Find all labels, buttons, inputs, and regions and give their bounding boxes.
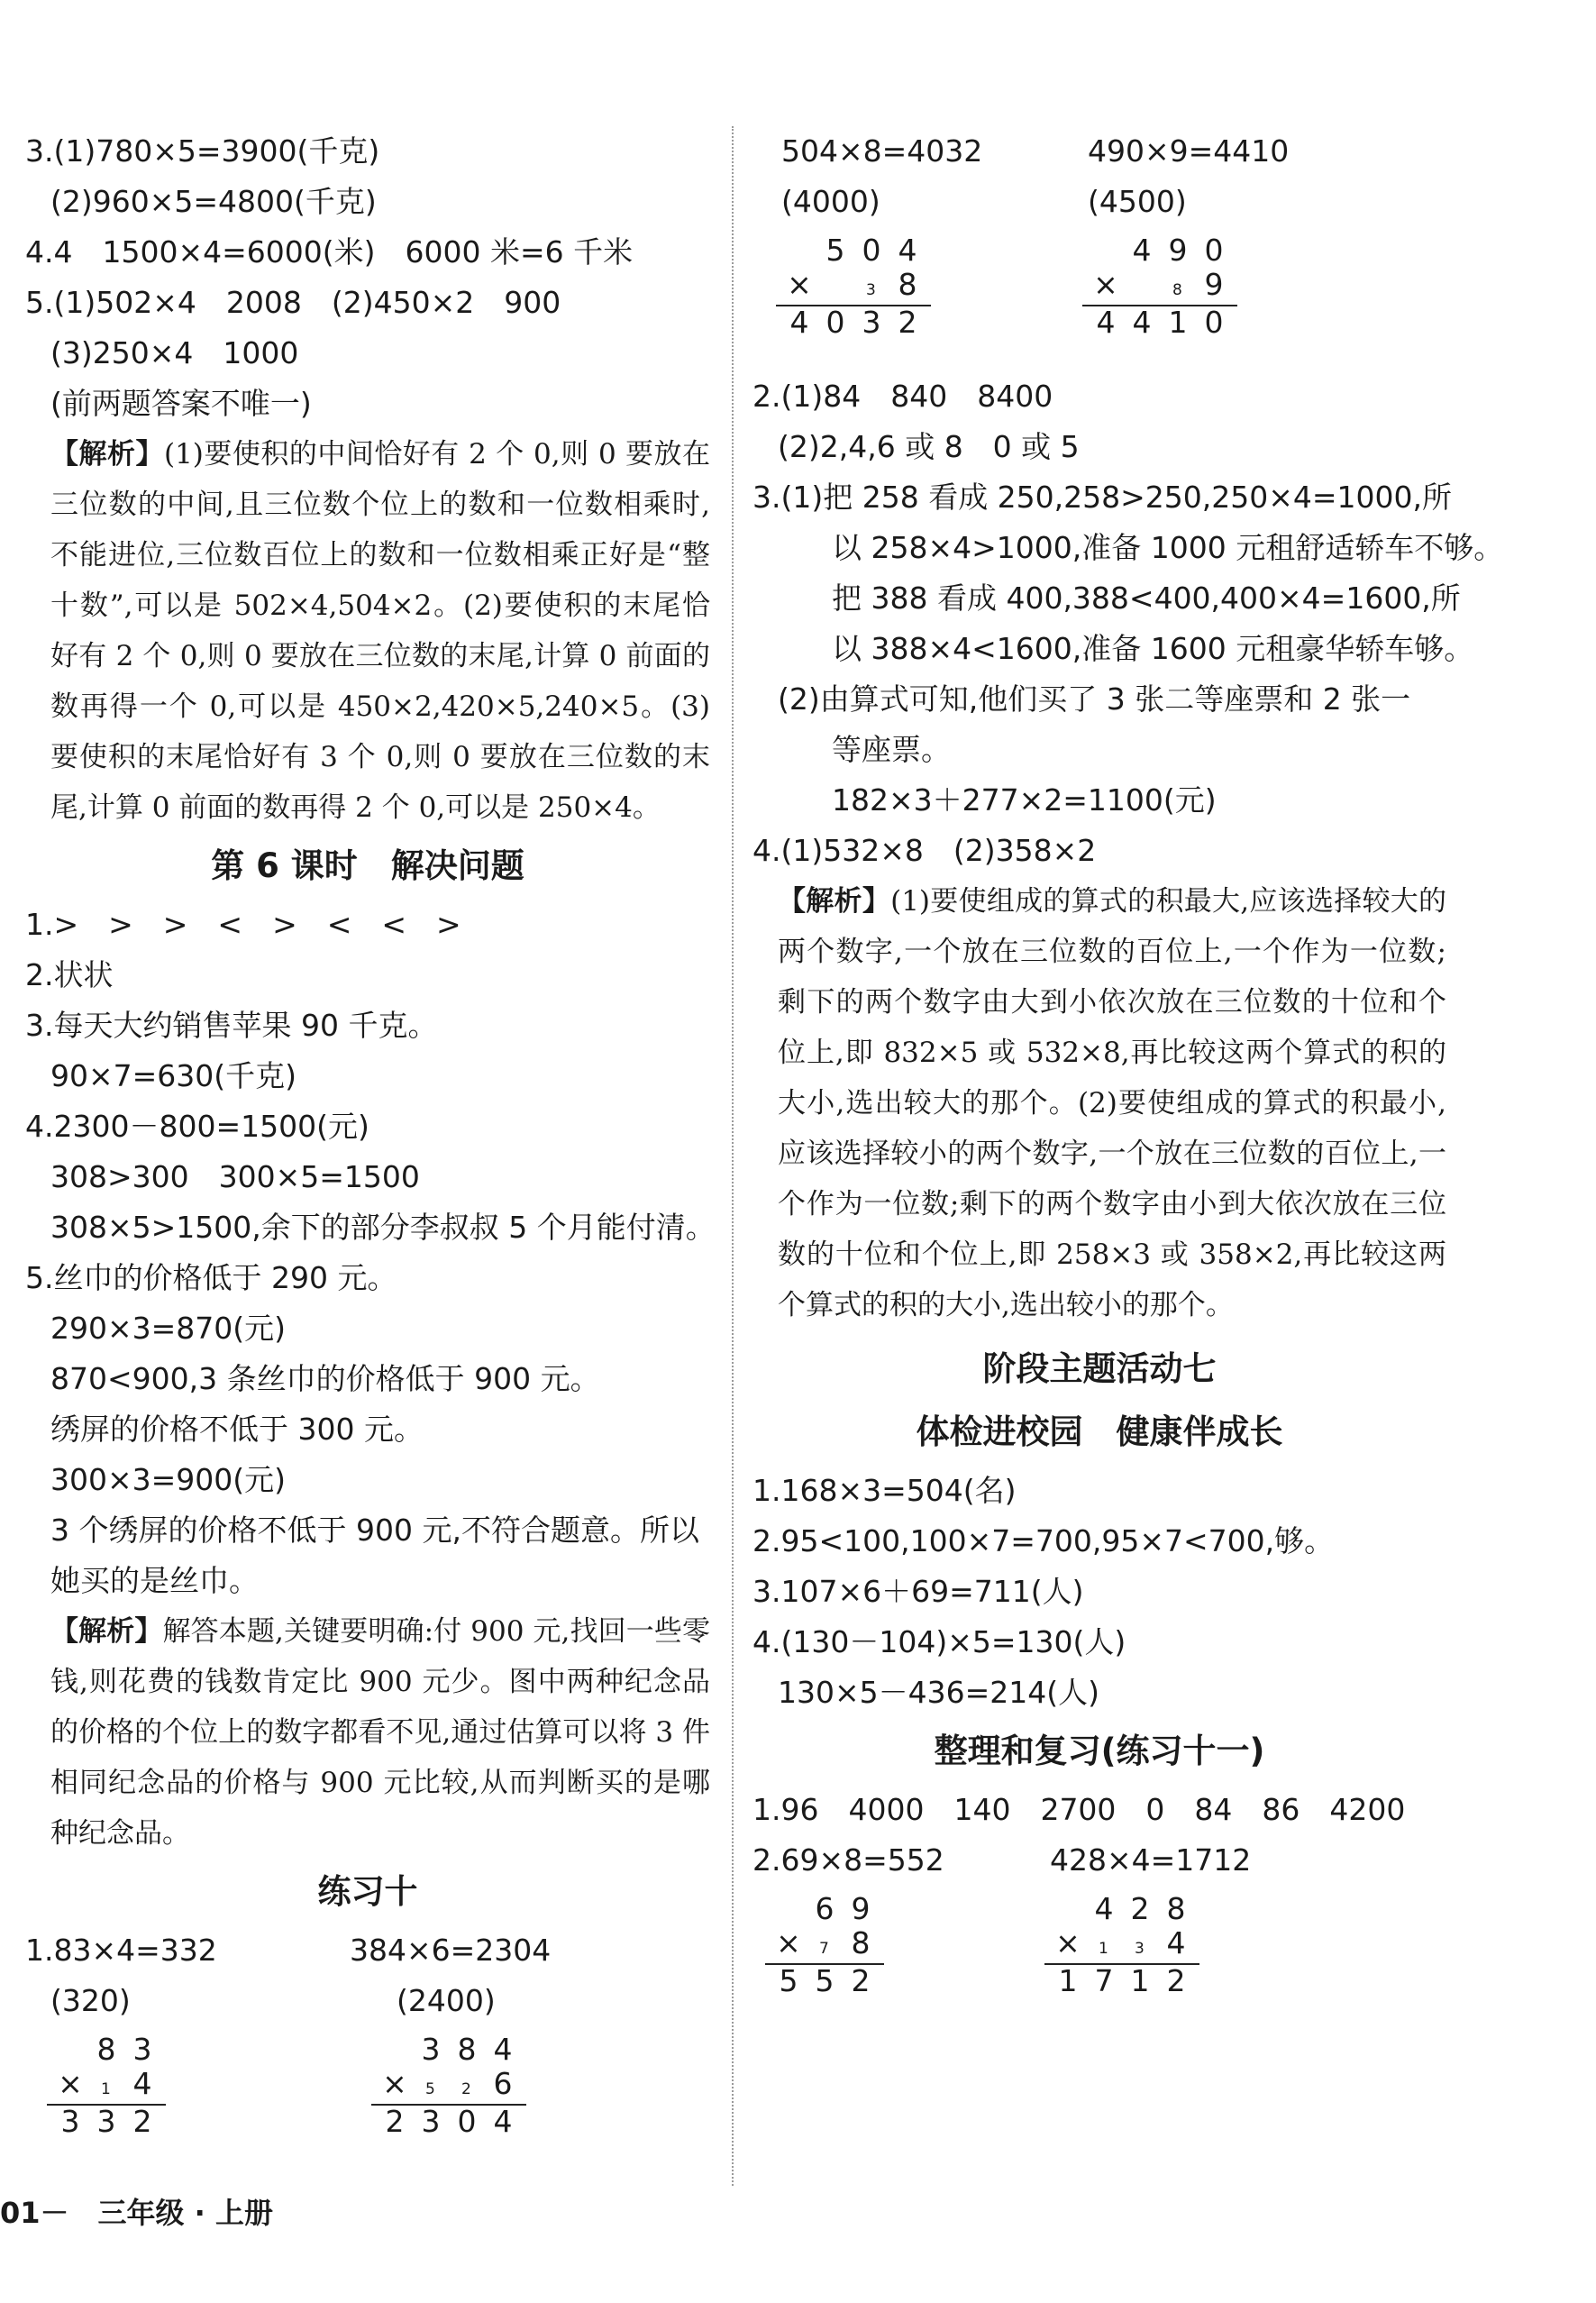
multiplicand-digit: 8 (457, 2032, 477, 2067)
product-digit: 4 (493, 2104, 513, 2139)
multiplier-digit: 4 (1166, 1925, 1186, 1960)
product-digit: 3 (60, 2104, 80, 2139)
answer-line: 等座票。 (832, 732, 951, 767)
multiplier-digit: 6 (493, 2066, 513, 2101)
answer-line: 5.丝巾的价格低于 290 元。 (25, 1260, 397, 1295)
answer-line: 300×3=900(元) (50, 1462, 287, 1497)
answer-line: (4000) (781, 184, 880, 219)
product-digit: 3 (862, 305, 881, 340)
product-digit: 1 (1168, 305, 1188, 340)
product-digit: 0 (825, 305, 845, 340)
left-column (25, 126, 716, 2170)
answer-line: (前两题答案不唯一) (50, 386, 312, 421)
multiplicand-digit: 9 (851, 1891, 871, 1926)
product-digit: 2 (385, 2104, 405, 2139)
answer-line: 1.83×4=332 (25, 1933, 217, 1968)
answer-line: 3.(1)780×5=3900(千克) (25, 133, 380, 169)
answer-line: 3 个绣屏的价格不低于 900 元,不符合题意。所以 (50, 1512, 699, 1548)
answer-pair (752, 1835, 1446, 1886)
multiplicand-digit: 8 (96, 2032, 116, 2067)
answer-line: 384×6=2304 (350, 1933, 552, 1968)
section-heading: 练习十 (317, 1872, 418, 1911)
multiplicand-digit: 2 (1130, 1891, 1150, 1926)
answer-line: 绣屏的价格不低于 300 元。 (50, 1412, 424, 1447)
product-digit: 0 (457, 2104, 477, 2139)
section-heading: 阶段主题活动七 (982, 1349, 1217, 1388)
multiplicand-digit: 4 (1094, 1891, 1114, 1926)
product-digit: 5 (779, 1963, 798, 1998)
answer-line: 504×8=4032 (781, 133, 983, 169)
carry-digit: 2 (461, 2080, 471, 2098)
product-digit: 1 (1058, 1963, 1078, 1998)
product-digit: 2 (1166, 1963, 1186, 1998)
times-sign: × (776, 1925, 801, 1960)
carry-digit: 1 (1099, 1940, 1108, 1958)
answer-line: 4.(1)532×8 (2)358×2 (752, 833, 1097, 868)
column-divider (732, 126, 734, 2186)
times-sign: × (58, 2066, 83, 2101)
vertical-calc-row (25, 2032, 710, 2158)
vertical-calculation (771, 1891, 1050, 2017)
analysis-paragraph (25, 1606, 710, 1859)
times-sign: × (787, 267, 812, 302)
product-digit: 7 (1094, 1963, 1114, 1998)
vertical-calc-row (752, 1891, 1446, 2017)
answer-line: (2)由算式可知,他们买了 3 张二等座票和 2 张一 (778, 681, 1411, 717)
answer-line: 4.(130－104)×5=130(人) (752, 1624, 1126, 1659)
answer-line: (2)960×5=4800(千克) (50, 184, 377, 219)
answer-line: 290×3=870(元) (50, 1311, 287, 1346)
product-digit: 0 (1204, 305, 1224, 340)
multiplicand-digit: 5 (825, 233, 845, 268)
vertical-calculation (1088, 233, 1358, 359)
carry-digit: 1 (101, 2080, 111, 2098)
answer-line: 308×5>1500,余下的部分李叔叔 5 个月能付清。 (50, 1210, 716, 1245)
answer-line: (3)250×4 1000 (50, 335, 299, 370)
vertical-calculation (781, 233, 1088, 359)
product-digit: 4 (789, 305, 809, 340)
answer-line: (2)2,4,6 或 8 0 或 5 (778, 429, 1080, 464)
answer-line: 2.(1)84 840 8400 (752, 379, 1053, 414)
analysis-tag: 【解析】 (50, 438, 164, 471)
answer-line: 1.> > > < > < < > (25, 907, 461, 942)
vertical-calculation (52, 2032, 377, 2158)
analysis-text: 解答本题,关键要明确:付 900 元,找回一些零钱,则花费的钱数肯定比 900 元少。图中两种纪念品的价格的个位上的数字都看不见,通过估算可以将 3 件相同纪念品的价格与 900 元比较,从而判断买的是哪种纪念品。 (50, 1615, 711, 1850)
section-subheading: 体检进校园 健康伴成长 (916, 1412, 1283, 1451)
carry-digit: 3 (1135, 1940, 1145, 1958)
answer-line: 2.95<100,100×7=700,95×7<700,够。 (752, 1523, 1335, 1558)
answer-line: 308>300 300×5=1500 (50, 1159, 420, 1194)
times-sign: × (1093, 267, 1118, 302)
analysis-tag: 【解析】 (50, 1615, 163, 1648)
answer-line: 把 388 看成 400,388<400,400×4=1600,所 (832, 580, 1461, 616)
answer-line: 2.69×8=552 (752, 1842, 944, 1878)
answer-line: 以 388×4<1600,准备 1600 元租豪华轿车够。 (832, 631, 1474, 666)
multiplicand-digit: 6 (815, 1891, 834, 1926)
product-digit: 2 (851, 1963, 871, 1998)
answer-line: 4.4 1500×4=6000(米) 6000 米=6 千米 (25, 234, 634, 270)
answer-line: (4500) (1088, 184, 1187, 219)
carry-digit: 8 (1172, 281, 1182, 299)
analysis-paragraph (752, 876, 1446, 1330)
answer-line: 3.(1)把 258 看成 250,258>250,250×4=1000,所 (752, 480, 1453, 515)
answer-line: 90×7=630(千克) (50, 1058, 297, 1093)
analysis-tag: 【解析】 (778, 885, 891, 918)
answer-line: 870<900,3 条丝巾的价格低于 900 元。 (50, 1361, 600, 1396)
answer-line: 130×5－436=214(人) (778, 1675, 1100, 1710)
multiplicand-digit: 3 (132, 2032, 152, 2067)
answer-line: 490×9=4410 (1088, 133, 1290, 169)
multiplicand-digit: 4 (898, 233, 917, 268)
answer-line: 1.96 4000 140 2700 0 84 86 4200 (752, 1792, 1406, 1827)
answer-pair (25, 1976, 710, 2026)
multiplicand-digit: 0 (862, 233, 881, 268)
product-digit: 2 (898, 305, 917, 340)
section-heading: 整理和复习(练习十一) (934, 1732, 1265, 1770)
times-sign: × (382, 2066, 407, 2101)
product-digit: 4 (1132, 305, 1152, 340)
multiplicand-digit: 4 (493, 2032, 513, 2067)
answer-line: 5.(1)502×4 2008 (2)450×2 900 (25, 285, 561, 320)
product-digit: 4 (1096, 305, 1116, 340)
analysis-text: (1)要使组成的算式的积最大,应该选择较大的两个数字,一个放在三位数的百位上,一个作为一位数;剩下的两个数字由大到小依次放在三位数的十位和个位上,即 832×5 或 532×8,再比较这两个算式的积的大小,选出较大的那个。(2)要使组成的算式的积最小,应该选择较小的两个数字,一个放在三位数的百位上,一个作为一位数;剩下的两个数字由小到大依次放在三位数的十位和个位上,即 258×3 或 358×2,再比较这两个算式的积的大小,选出较小的那个。 (778, 885, 1447, 1321)
multiplier-digit: 8 (898, 267, 917, 302)
answer-line: (2400) (397, 1983, 496, 2018)
product-digit: 3 (421, 2104, 441, 2139)
multiplier-digit: 8 (851, 1925, 871, 1960)
answer-pair (752, 126, 1446, 177)
multiplicand-digit: 8 (1166, 1891, 1186, 1926)
page-footer: 01－ 三年级 · 上册 (0, 2196, 273, 2230)
right-column (752, 126, 1504, 2030)
product-digit: 2 (132, 2104, 152, 2139)
answer-line: 1.168×3=504(名) (752, 1473, 1017, 1508)
analysis-text: (1)要使积的中间恰好有 2 个 0,则 0 要放在三位数的中间,且三位数个位上的数和一位数相乘时,不能进位,三位数百位上的数和一位数相乘正好是“整十数”,可以是 502×4,504×2。(2)要使积的末尾恰好有 2 个 0,则 0 要放在三位数的末尾,计算 0 前面的数再得一个 0,可以是 450×2,420×5,240×5。(3)要使积的末尾恰好有 3 个 0,则 0 要放在三位数的末尾,计算 0 前面的数再得 2 个 0,可以是 250×4。 (50, 438, 710, 824)
multiplicand-digit: 4 (1132, 233, 1152, 268)
carry-digit: 5 (425, 2080, 435, 2098)
multiplicand-digit: 3 (421, 2032, 441, 2067)
analysis-paragraph (25, 429, 710, 833)
answer-line: 2.状状 (25, 957, 114, 992)
multiplier-digit: 9 (1204, 267, 1224, 302)
product-digit: 1 (1130, 1963, 1150, 1998)
multiplier-digit: 4 (132, 2066, 152, 2101)
answer-line: 以 258×4>1000,准备 1000 元租舒适轿车不够。 (832, 530, 1504, 565)
multiplicand-digit: 9 (1168, 233, 1188, 268)
product-digit: 3 (96, 2104, 116, 2139)
answer-line: 她买的是丝巾。 (50, 1563, 259, 1598)
section-heading: 第 6 课时 解决问题 (211, 846, 524, 885)
vertical-calculation (377, 2032, 647, 2158)
answer-line: 3.每天大约销售苹果 90 千克。 (25, 1008, 438, 1043)
answer-line: 182×3＋277×2=1100(元) (832, 782, 1217, 818)
carry-digit: 3 (866, 281, 876, 299)
product-digit: 5 (815, 1963, 834, 1998)
answer-line: (320) (50, 1983, 131, 2018)
answer-pair (752, 177, 1446, 227)
times-sign: × (1055, 1925, 1081, 1960)
vertical-calculation (1050, 1891, 1320, 2017)
carry-digit: 7 (819, 1940, 829, 1958)
vertical-calc-row (752, 233, 1446, 359)
answer-pair (25, 1925, 710, 1976)
answer-line: 428×4=1712 (1050, 1842, 1252, 1878)
multiplicand-digit: 0 (1204, 233, 1224, 268)
answer-line: 3.107×6＋69=711(人) (752, 1574, 1084, 1609)
answer-line: 4.2300－800=1500(元) (25, 1109, 369, 1144)
